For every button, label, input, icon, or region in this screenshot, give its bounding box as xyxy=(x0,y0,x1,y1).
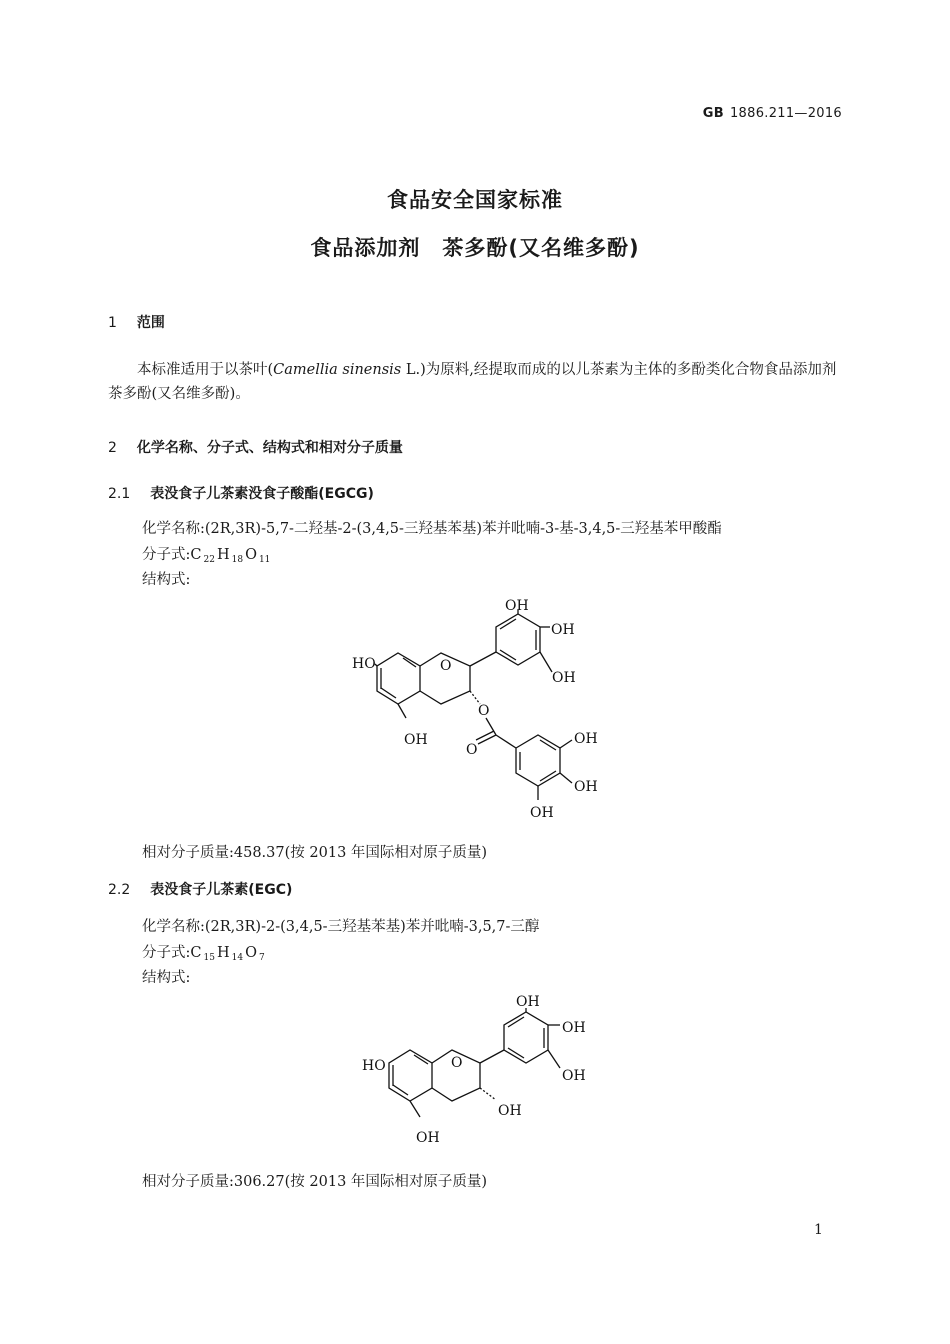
egc-formula: 分子式:C $_{15}$ H $_{14}$ O $_7$ xyxy=(142,945,265,963)
egc-molecular-mass: 相对分子质量:306.27(按 2013 年国际相对原子质量) xyxy=(142,1174,488,1190)
egcg-oh-4p: OH xyxy=(551,622,575,638)
section-1-number: 1 xyxy=(108,315,117,331)
egcg-oh-5: OH xyxy=(404,732,428,748)
egcg-galloyl-oh-2: OH xyxy=(574,779,598,795)
egcg-galloyl-oh-1: OH xyxy=(574,731,598,747)
egcg-ester-oxygen: O xyxy=(478,703,490,719)
document-subtitle: 食品添加剂 茶多酚(又名维多酚) xyxy=(310,236,640,260)
section-1-paragraph: 本标准适用于以茶叶(Camellia sinensis L.)为原料,经提取而成的以儿茶素为主体的多酚类化合物食品添加剂茶多酚(又名维多酚)。 xyxy=(108,362,837,402)
egc-ho-7: HO xyxy=(362,1058,386,1074)
subsection-egc-number: 2.2 xyxy=(108,882,131,898)
page-number: 1 xyxy=(814,1222,823,1238)
document-title: 食品安全国家标准 xyxy=(387,188,563,212)
standard-code: 1886.211—2016 xyxy=(729,106,842,121)
egc-structure-label: 结构式: xyxy=(142,970,191,986)
section-2-title: 化学名称、分子式、结构式和相对分子质量 xyxy=(136,440,403,456)
subsection-egc-title: 表没食子儿茶素(EGC) xyxy=(150,882,293,898)
egc-oh-3: OH xyxy=(498,1103,522,1119)
egc-a-ring xyxy=(389,1050,432,1101)
egc-oh-3p: OH xyxy=(516,994,540,1010)
section-1-title: 范围 xyxy=(136,315,165,331)
egcg-carbonyl-oxygen: O xyxy=(466,742,478,758)
egcg-formula: 分子式:C $_{22}$ H $_{18}$ O $_{11}$ xyxy=(142,547,271,565)
egcg-molecular-mass: 相对分子质量:458.37(按 2013 年国际相对原子质量) xyxy=(142,845,488,861)
egcg-ho-7: HO xyxy=(352,656,376,672)
egcg-chemical-name: 化学名称:(2R,3R)-5,7-二羟基-2-(3,4,5-三羟基苯基)苯并吡喃-3-基-3,4,5-三羟基苯甲酸酯 xyxy=(142,521,722,537)
egcg-ring-oxygen: O xyxy=(440,658,452,674)
egc-oh-5: OH xyxy=(416,1130,440,1146)
egcg-oh-3p: OH xyxy=(505,598,529,614)
section-2-number: 2 xyxy=(108,440,117,456)
egc-chemical-name: 化学名称:(2R,3R)-2-(3,4,5-三羟基苯基)苯并吡喃-3,5,7-三醇 xyxy=(142,919,540,935)
egc-oh-4p: OH xyxy=(562,1020,586,1036)
egcg-galloyl-oh-3: OH xyxy=(530,805,554,821)
standard-prefix: GB xyxy=(702,106,724,121)
egc-b-ring xyxy=(504,1012,548,1063)
egc-ring-oxygen: O xyxy=(451,1055,463,1071)
subsection-egcg-number: 2.1 xyxy=(108,486,131,502)
egcg-oh-5p: OH xyxy=(552,670,576,686)
egcg-structure-label: 结构式: xyxy=(142,572,191,588)
species-name: Camellia sinensis xyxy=(273,362,402,378)
subsection-egcg-title: 表没食子儿茶素没食子酸酯(EGCG) xyxy=(150,486,374,502)
egc-oh-5p: OH xyxy=(562,1068,586,1084)
